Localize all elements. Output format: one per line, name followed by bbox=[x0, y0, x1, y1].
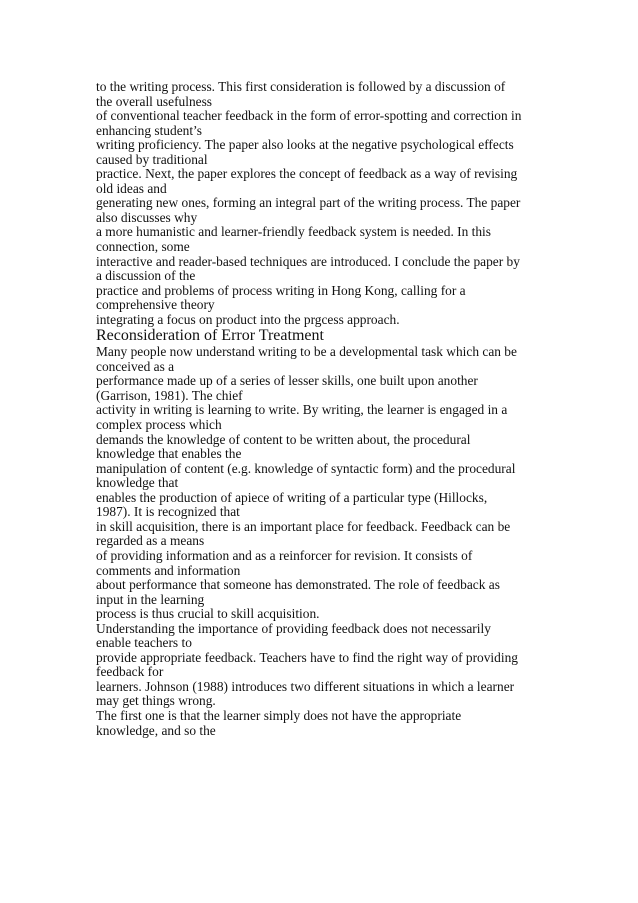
text-line: complex process which bbox=[96, 417, 222, 433]
text-line: provide appropriate feedback. Teachers have to find the right way of providing bbox=[96, 649, 518, 665]
text-line: the overall usefulness bbox=[96, 93, 213, 109]
text-line: also discusses why bbox=[96, 209, 198, 225]
text-line: manipulation of content (e.g. knowledge of syntactic form) and the procedural bbox=[96, 460, 516, 476]
text-line: about performance that someone has demonstrated. The role of feedback as bbox=[96, 577, 500, 593]
text-line: knowledge that bbox=[96, 475, 179, 491]
text-line: to the writing process. This first consideration is followed by a discussion of bbox=[96, 79, 506, 94]
text-line: 1987). It is recognized that bbox=[96, 504, 240, 520]
text-line: learners. Johnson (1988) introduces two different situations in which a learner bbox=[96, 678, 515, 694]
text-line: knowledge that enables the bbox=[96, 446, 242, 462]
text-line: process is thus crucial to skill acquisition. bbox=[96, 606, 320, 622]
text-line: activity in writing is learning to write. By writing, the learner is engaged in a bbox=[96, 402, 508, 418]
text-line: feedback for bbox=[96, 664, 164, 680]
text-line: of providing information and as a reinforcer for revision. It consists of bbox=[96, 547, 473, 563]
text-line: practice. Next, the paper explores the concept of feedback as a way of revising bbox=[96, 166, 518, 182]
text-line: practice and problems of process writing in Hong Kong, calling for a bbox=[96, 282, 466, 298]
text-line: Many people now understand writing to be a developmental task which can be bbox=[96, 344, 517, 360]
text-line: input in the learning bbox=[96, 591, 205, 607]
text-line: a discussion of the bbox=[96, 268, 196, 284]
section-paragraph bbox=[96, 345, 556, 738]
text-line: caused by traditional bbox=[96, 151, 208, 167]
text-line: generating new ones, forming an integral part of the writing process. The paper bbox=[96, 195, 521, 211]
text-line: Understanding the importance of providing feedback does not necessarily bbox=[96, 620, 491, 636]
text-line: performance made up of a series of lesser skills, one built upon another bbox=[96, 373, 478, 389]
text-line: connection, some bbox=[96, 239, 190, 255]
text-line: comments and information bbox=[96, 562, 241, 578]
body-text bbox=[96, 80, 556, 738]
text-line: conceived as a bbox=[96, 358, 175, 374]
text-line: comprehensive theory bbox=[96, 297, 215, 313]
text-line: demands the knowledge of content to be written about, the procedural bbox=[96, 431, 471, 447]
text-line: knowledge, and so the bbox=[96, 722, 216, 738]
text-line: The first one is that the learner simply does not have the appropriate bbox=[96, 707, 462, 723]
text-line: a more humanistic and learner-friendly feedback system is needed. In this bbox=[96, 224, 491, 240]
text-line: interactive and reader-based techniques are introduced. I conclude the paper by bbox=[96, 253, 520, 269]
text-line: may get things wrong. bbox=[96, 693, 216, 709]
text-line: in skill acquisition, there is an important place for feedback. Feedback can be bbox=[96, 518, 511, 534]
text-line: (Garrison, 1981). The chief bbox=[96, 387, 243, 403]
section-heading: Reconsideration of Error Treatment bbox=[96, 327, 324, 345]
intro-paragraph bbox=[96, 80, 556, 327]
text-line: regarded as a means bbox=[96, 533, 205, 549]
text-line: enable teachers to bbox=[96, 635, 192, 651]
text-line: enhancing student’s bbox=[96, 122, 202, 138]
text-line: of conventional teacher feedback in the form of error-spotting and correction in bbox=[96, 108, 522, 124]
text-line: enables the production of apiece of writing of a particular type (Hillocks, bbox=[96, 489, 488, 505]
text-line: writing proficiency. The paper also looks at the negative psychological effects bbox=[96, 137, 514, 153]
text-line: old ideas and bbox=[96, 180, 167, 196]
text-line: integrating a focus on product into the prgcess approach. bbox=[96, 311, 400, 327]
